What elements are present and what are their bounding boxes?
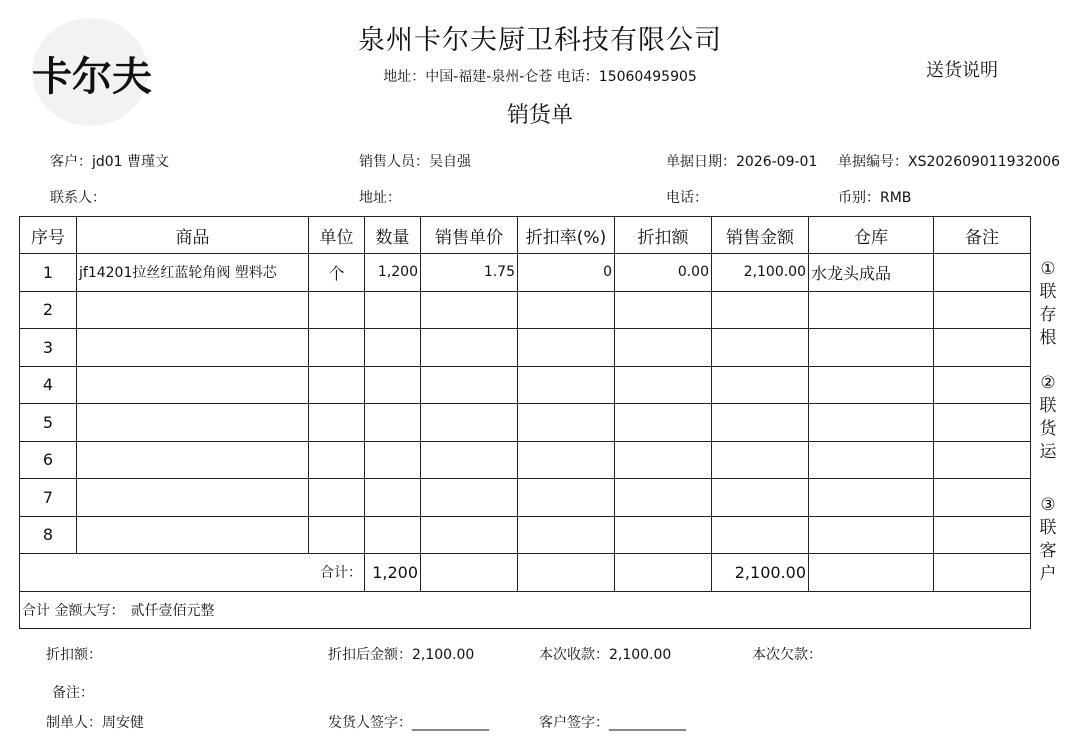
- table-row: [20, 254, 1031, 292]
- product-cell: [77, 479, 309, 517]
- row-index-cell: 1: [20, 254, 77, 292]
- header-cell: 序号: [20, 217, 77, 254]
- sales-amount-cell: [712, 366, 809, 404]
- discount-rate-cell: [518, 329, 615, 367]
- owed-label: 本次欠款：: [752, 647, 822, 663]
- unit-cell: [309, 441, 365, 479]
- sales-amount-cell: [712, 516, 809, 554]
- product-cell: [77, 404, 309, 442]
- doc-number-value: XS202609011932006: [908, 154, 1061, 170]
- discount-rate-cell: [518, 479, 615, 517]
- shipper-signature: 发货人签字：___________: [328, 715, 489, 731]
- remark-label: 备注：: [52, 685, 94, 701]
- total-row: [20, 554, 1031, 592]
- table-header-row: [20, 217, 1031, 254]
- header-cell: 数量: [365, 217, 421, 254]
- side-label-shipping: ② 联 货 运: [1039, 373, 1057, 462]
- salesperson-value: 吴自强: [429, 154, 471, 170]
- warehouse-cell: [809, 441, 934, 479]
- discount-rate-cell: [518, 404, 615, 442]
- total-quantity: 1,200: [365, 554, 421, 592]
- sales-amount-cell: [712, 329, 809, 367]
- unit-price-cell: [421, 291, 518, 329]
- empty-cell: [934, 554, 1031, 592]
- amount-in-words-label: 合计 金额大写：: [22, 602, 125, 619]
- empty-cell: [421, 554, 518, 592]
- unit-price-cell: [421, 516, 518, 554]
- unit-price-cell: [421, 441, 518, 479]
- product-cell: [77, 329, 309, 367]
- remark-cell: [934, 366, 1031, 404]
- sales-amount-cell: [712, 291, 809, 329]
- discount-amount-cell: [615, 404, 712, 442]
- empty-cell: [809, 554, 934, 592]
- customer-label: 客户：: [50, 154, 92, 170]
- amount-in-words-value: 贰仟壹佰元整: [130, 602, 215, 619]
- unit-cell: [309, 404, 365, 442]
- delivery-note-label: 送货说明: [926, 60, 998, 81]
- currency-label: 币别：: [838, 190, 880, 206]
- currency-value: RMB: [880, 190, 912, 206]
- warehouse-cell: [809, 329, 934, 367]
- sales-amount-cell: [712, 441, 809, 479]
- after-discount-value: 2,100.00: [412, 647, 475, 663]
- salesperson-label: 销售人员：: [359, 154, 429, 170]
- warehouse-cell: [809, 516, 934, 554]
- sales-amount-cell: [712, 404, 809, 442]
- empty-cell: [615, 554, 712, 592]
- header-cell: 销售单价: [421, 217, 518, 254]
- discount-rate-cell: 0: [518, 254, 615, 292]
- row-index-cell: 6: [20, 441, 77, 479]
- discount-amount-cell: [615, 441, 712, 479]
- received-value: 2,100.00: [609, 647, 672, 663]
- remark-cell: [934, 479, 1031, 517]
- unit-cell: [309, 366, 365, 404]
- quantity-cell: [365, 404, 421, 442]
- remark-cell: [934, 329, 1031, 367]
- product-cell: jf14201拉丝红蓝轮角阀 塑料芯: [77, 254, 309, 292]
- discount-amount-cell: [615, 479, 712, 517]
- product-cell: [77, 291, 309, 329]
- header-cell: 折扣率(%): [518, 217, 615, 254]
- remark-cell: [934, 254, 1031, 292]
- sales-amount-cell: 2,100.00: [712, 254, 809, 292]
- unit-cell: [309, 329, 365, 367]
- logo-text: 卡尔夫: [32, 53, 152, 100]
- header-cell: 折扣额: [615, 217, 712, 254]
- total-sales-amount: 2,100.00: [712, 554, 809, 592]
- product-cell: [77, 366, 309, 404]
- quantity-cell: [365, 479, 421, 517]
- contact-label: 联系人：: [50, 190, 106, 206]
- product-cell: [77, 441, 309, 479]
- side-label-customer: ③ 联 客 户: [1039, 495, 1057, 584]
- customer-value: jd01 曹瑾文: [92, 154, 170, 170]
- phone-label: 电话：: [666, 190, 708, 206]
- header-cell: 商品: [77, 217, 309, 254]
- header-cell: 备注: [934, 217, 1031, 254]
- currency-field: [838, 187, 911, 207]
- discount-rate-cell: [518, 441, 615, 479]
- discount-label: 折扣额：: [46, 647, 102, 663]
- unit-cell: [309, 479, 365, 517]
- quantity-cell: [365, 329, 421, 367]
- row-index-cell: 5: [20, 404, 77, 442]
- discount-rate-cell: [518, 366, 615, 404]
- company-address: 地址：中国-福建-泉州-仑苍 电话：15060495905: [383, 69, 697, 85]
- sales-table: [19, 216, 1031, 629]
- doc-date-field: [666, 151, 817, 171]
- table-row: [20, 404, 1031, 442]
- address-label: 地址：: [359, 190, 401, 206]
- doc-number-field: [838, 151, 1060, 171]
- quantity-cell: [365, 516, 421, 554]
- remark-cell: [934, 441, 1031, 479]
- table-row: [20, 516, 1031, 554]
- after-discount-field: [328, 644, 474, 664]
- header-cell: 销售金额: [712, 217, 809, 254]
- remark-cell: [934, 291, 1031, 329]
- maker-value: 周安健: [102, 715, 144, 731]
- remark-cell: [934, 404, 1031, 442]
- unit-price-cell: [421, 479, 518, 517]
- amount-in-words-cell: [20, 591, 1031, 628]
- customer-signature: 客户签字：___________: [539, 715, 686, 731]
- header-cell: 仓库: [809, 217, 934, 254]
- quantity-cell: [365, 441, 421, 479]
- header-cell: 单位: [309, 217, 365, 254]
- after-discount-label: 折扣后金额：: [328, 647, 412, 663]
- warehouse-cell: [809, 479, 934, 517]
- amount-in-words-row: [20, 591, 1031, 628]
- discount-amount-cell: 0.00: [615, 254, 712, 292]
- received-label: 本次收款：: [539, 647, 609, 663]
- discount-amount-cell: [615, 291, 712, 329]
- unit-cell: 个: [309, 254, 365, 292]
- discount-rate-cell: [518, 516, 615, 554]
- warehouse-cell: [809, 404, 934, 442]
- table-row: [20, 479, 1031, 517]
- remark-cell: [934, 516, 1031, 554]
- discount-amount-cell: [615, 329, 712, 367]
- unit-cell: [309, 516, 365, 554]
- table-row: [20, 291, 1031, 329]
- quantity-cell: 1,200: [365, 254, 421, 292]
- sales-amount-cell: [712, 479, 809, 517]
- unit-cell: [309, 291, 365, 329]
- row-index-cell: 8: [20, 516, 77, 554]
- table-row: [20, 366, 1031, 404]
- discount-rate-cell: [518, 291, 615, 329]
- empty-cell: [518, 554, 615, 592]
- warehouse-cell: 水龙头成品: [809, 254, 934, 292]
- quantity-cell: [365, 291, 421, 329]
- row-index-cell: 2: [20, 291, 77, 329]
- quantity-cell: [365, 366, 421, 404]
- doc-date-value: 2026-09-01: [736, 154, 818, 170]
- side-label-stub: ① 联 存 根: [1039, 259, 1057, 348]
- received-field: [539, 644, 671, 664]
- row-index-cell: 7: [20, 479, 77, 517]
- unit-price-cell: [421, 404, 518, 442]
- total-label: 合计：: [20, 554, 365, 592]
- discount-amount-cell: [615, 516, 712, 554]
- salesperson-field: [359, 151, 471, 171]
- customer-field: [50, 151, 169, 171]
- unit-price-cell: 1.75: [421, 254, 518, 292]
- row-index-cell: 3: [20, 329, 77, 367]
- doc-number-label: 单据编号：: [838, 154, 908, 170]
- company-name: 泉州卡尔夫厨卫科技有限公司: [358, 25, 722, 56]
- table-row: [20, 329, 1031, 367]
- unit-price-cell: [421, 366, 518, 404]
- maker-label: 制单人：: [46, 715, 102, 731]
- unit-price-cell: [421, 329, 518, 367]
- product-cell: [77, 516, 309, 554]
- warehouse-cell: [809, 291, 934, 329]
- row-index-cell: 4: [20, 366, 77, 404]
- maker-field: [46, 712, 144, 732]
- warehouse-cell: [809, 366, 934, 404]
- table-row: [20, 441, 1031, 479]
- document-title: 销货单: [506, 103, 573, 128]
- discount-amount-cell: [615, 366, 712, 404]
- doc-date-label: 单据日期：: [666, 154, 736, 170]
